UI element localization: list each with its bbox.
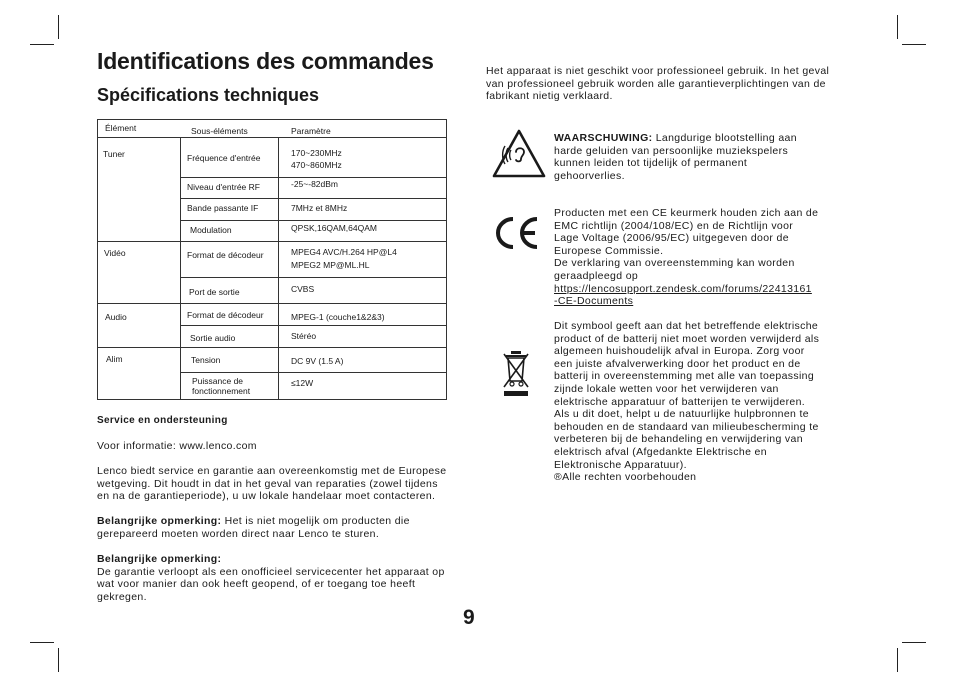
- spec-param: CVBS: [291, 284, 315, 294]
- text-line: Elektronische Apparatuur).: [554, 458, 687, 471]
- text-line: Het is niet mogelijk om producten die: [221, 515, 410, 527]
- crop-mark-tl-v: [58, 15, 59, 39]
- spec-sub: Fréquence d'entrée: [187, 153, 261, 163]
- service-heading: [97, 415, 228, 428]
- spec-sub: Sortie audio: [190, 333, 236, 343]
- ce-paragraph: [554, 207, 818, 308]
- text-line: en na de garantieperiode), u uw lokale handelaar moet contacteren.: [97, 490, 436, 503]
- spec-param: QPSK,16QAM,64QAM: [291, 223, 377, 233]
- spec-sub: Format de décodeur: [187, 310, 264, 320]
- group-tuner: Tuner: [103, 149, 125, 159]
- spec-param: Stéréo: [291, 331, 317, 341]
- spec-sub: Format de décodeur: [187, 250, 264, 260]
- spec-param: 7MHz et 8MHz: [291, 203, 348, 213]
- weee-paragraph: [554, 320, 819, 484]
- spec-sub: Port de sortie: [189, 287, 240, 297]
- text-line: De verklaring van overeenstemming kan worden: [554, 257, 795, 270]
- spec-param: MPEG2 MP@ML.HL: [291, 260, 370, 270]
- ear-warning-icon: [491, 128, 547, 180]
- note2-paragraph: [97, 553, 445, 603]
- table-group-line: [98, 241, 446, 242]
- crop-mark-bl-v: [58, 648, 59, 672]
- text-line: Producten met een CE keurmerk houden zich aan de: [554, 207, 819, 219]
- intro-paragraph: [486, 65, 829, 103]
- text-line: Het apparaat is niet geschikt voor professioneel gebruik. In het geval: [486, 65, 830, 77]
- text-line: batterij in overeenstemming met alle van toepassing: [554, 370, 815, 383]
- spec-param: 170~230MHz: [291, 148, 342, 158]
- header-sub-elements: Sous-éléments: [191, 126, 248, 136]
- spec-sub: Modulation: [190, 225, 232, 235]
- warning-label: WAARSCHUWING:: [554, 132, 653, 144]
- text-line: elektrische apparatuur of batterijen te verwijderen.: [554, 395, 806, 408]
- text-line: geraadpleegd op: [554, 269, 639, 282]
- note2-label: Belangrijke opmerking:: [97, 553, 222, 565]
- text-line: verbeteren bij de behandeling en verwijdering van: [554, 433, 803, 446]
- text-line: Lenco biedt service en garantie aan overeenkomstig met de Europese: [97, 465, 447, 477]
- table-row-line: [180, 325, 446, 326]
- text-line: product of de batterij niet moet worden verwijderd als: [554, 332, 820, 345]
- page-subtitle: Spécifications techniques: [97, 85, 320, 105]
- group-video: Vidéo: [104, 248, 126, 258]
- spec-sub: Tension: [191, 355, 221, 365]
- page-number: 9: [463, 606, 475, 629]
- crop-mark-bl-h: [30, 642, 54, 643]
- spec-param: MPEG-1 (couche1&2&3): [291, 312, 385, 322]
- text-line: De garantie verloopt als een onofficieel servicecenter het apparaat op: [97, 565, 445, 578]
- text-line: Europese Commissie.: [554, 244, 664, 257]
- table-header-line: [98, 137, 446, 138]
- header-element: Élément: [105, 123, 137, 133]
- service-heading-text: Service en ondersteuning: [97, 415, 228, 426]
- spec-sub: Niveau d'entrée RF: [187, 182, 260, 192]
- text-line: kunnen leiden tot tijdelijk of permanent: [554, 157, 748, 170]
- weee-bin-icon: [501, 349, 531, 399]
- rights-reserved: ®Alle rechten voorbehouden: [554, 471, 697, 484]
- warning-paragraph: [554, 132, 797, 182]
- info-line: [97, 440, 257, 453]
- info-text: Voor informatie: www.lenco.com: [97, 440, 257, 452]
- spec-param: DC 9V (1.5 A): [291, 356, 344, 366]
- text-line: Als u dit doet, helpt u de natuurlijke hulpbronnen te: [554, 408, 809, 421]
- crop-mark-br-v: [897, 648, 898, 672]
- text-line: gerepareerd moeten worden direct naar Lenco te sturen.: [97, 527, 380, 540]
- text-line: een juiste afvalverwerking door het product en de: [554, 357, 801, 370]
- crop-mark-tr-h: [902, 44, 926, 45]
- spec-param: -25~-82dBm: [291, 179, 339, 189]
- text-line: fabrikant nietig verklaard.: [486, 90, 613, 103]
- text-line: wat voor manier dan ook heeft geopend, of er toegang toe heeft: [97, 578, 416, 591]
- crop-mark-tl-h: [30, 44, 54, 45]
- text-line: gekregen.: [97, 590, 147, 603]
- note1-label: Belangrijke opmerking:: [97, 515, 222, 527]
- text-line: algemeen huishoudelijk afval in Europa. Zorg voor: [554, 345, 805, 358]
- header-parameter: Paramètre: [291, 126, 331, 136]
- text-line: Lage Voltage (2006/95/EC) uitgegeven door de: [554, 232, 789, 245]
- text-line: harde geluiden van persoonlijke muziekspelers: [554, 144, 789, 157]
- table-row-line: [180, 198, 446, 199]
- text-line: zijnde lokale wetten voor het verwijderen van: [554, 382, 779, 395]
- spec-sub: Bande passante IF: [187, 203, 259, 213]
- text-line: wetgeving. Dit houdt in dat in het geval van reparaties (zowel tijdens: [97, 477, 438, 490]
- group-alim: Alim: [106, 354, 123, 364]
- text-line: Dit symbool geeft aan dat het betreffende elektrische: [554, 320, 819, 332]
- text-line: elektrisch afval (Afgedankte Elektrische en: [554, 445, 767, 458]
- text-line: behouden en de standaard van milieubescherming te: [554, 420, 819, 433]
- spec-param: MPEG4 AVC/H.264 HP@L4: [291, 247, 397, 257]
- note1-paragraph: [97, 515, 410, 540]
- spec-sub: Puissance de: [192, 376, 244, 386]
- spec-param: ≤12W: [291, 378, 314, 388]
- table-row-line: [180, 372, 446, 373]
- service-paragraph: [97, 465, 446, 503]
- group-audio: Audio: [105, 312, 127, 322]
- table-group-line: [98, 347, 446, 348]
- table-row-line: [180, 220, 446, 221]
- text-line: Langdurige blootstelling aan: [652, 132, 797, 144]
- crop-mark-tr-v: [897, 15, 898, 39]
- ce-mark-icon: [491, 215, 543, 251]
- spec-table: [97, 119, 447, 400]
- spec-sub: fonctionnement: [192, 386, 251, 396]
- table-row-line: [180, 277, 446, 278]
- spec-param: 470~860MHz: [291, 160, 342, 170]
- ce-documents-link-cont[interactable]: -CE-Documents: [554, 295, 634, 308]
- text-line: gehoorverlies.: [554, 169, 625, 182]
- text-line: van professioneel gebruik worden alle garantieverplichtingen van de: [486, 77, 826, 90]
- text-line: EMC richtlijn (2004/108/EC) en de Richtlijn voor: [554, 219, 794, 232]
- table-group-line: [98, 303, 446, 304]
- ce-documents-link[interactable]: https://lencosupport.zendesk.com/forums/22413161: [554, 282, 812, 295]
- crop-mark-br-h: [902, 642, 926, 643]
- page-title: Identifications des commandes: [97, 48, 434, 74]
